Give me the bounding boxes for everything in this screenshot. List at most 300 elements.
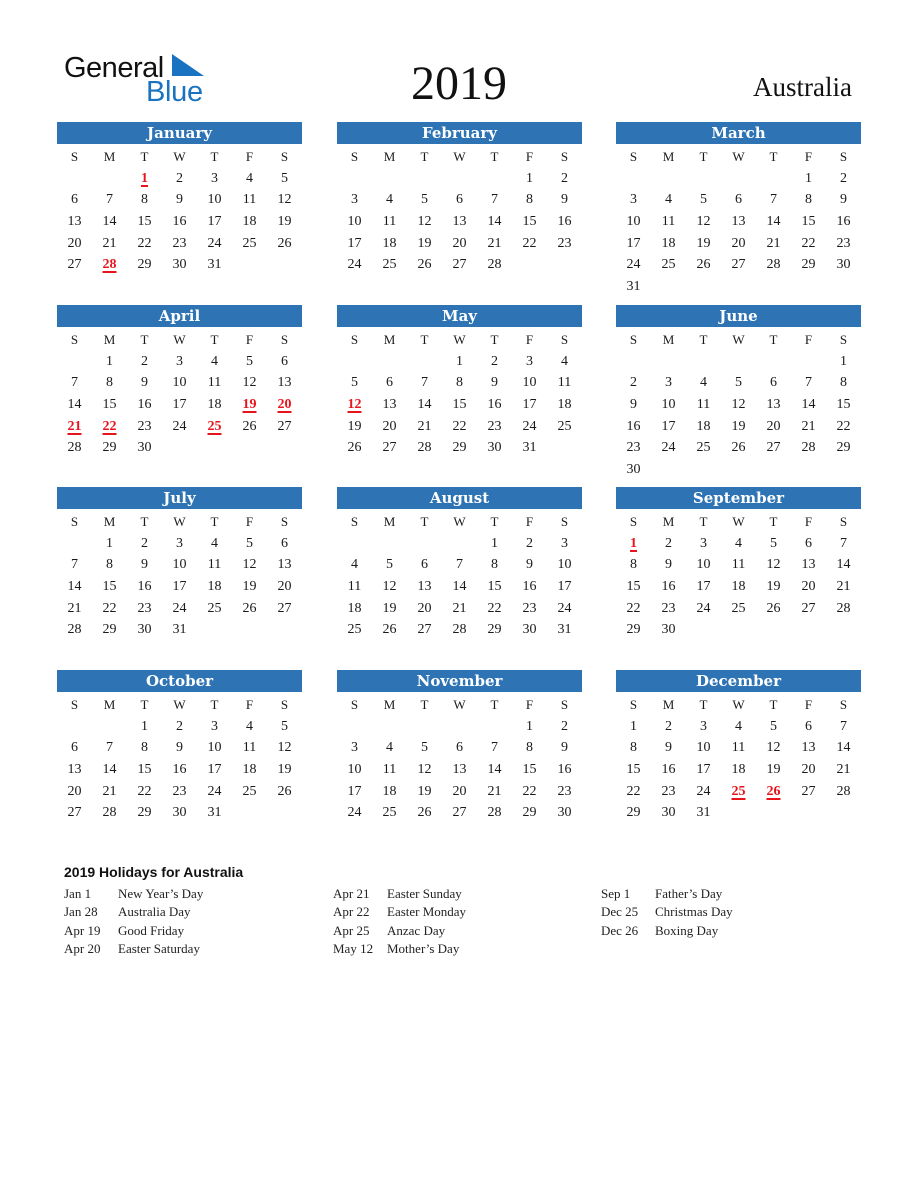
weekday-label: F <box>804 514 813 529</box>
weekday-label: M <box>662 514 675 529</box>
day-cell: 15 <box>137 761 152 777</box>
day-cell: 18 <box>242 213 257 229</box>
month-december <box>616 670 861 824</box>
holiday-name: Boxing Day <box>655 922 719 938</box>
empty-cell <box>756 459 791 481</box>
holiday-day-cell: 20 <box>277 396 292 412</box>
day-cell: 14 <box>67 578 82 594</box>
day-cell: 16 <box>661 578 676 594</box>
day-cell: 8 <box>526 192 533 208</box>
weekday-label: W <box>732 697 745 712</box>
empty-cell <box>407 716 442 738</box>
holidays-column <box>601 885 733 940</box>
weekday-label: T <box>210 697 219 712</box>
month-april <box>57 305 302 459</box>
day-cell: 25 <box>382 805 397 821</box>
day-cell: 9 <box>141 557 148 573</box>
month-header: November <box>337 670 582 692</box>
day-cell: 3 <box>211 170 218 186</box>
day-cell: 12 <box>382 578 397 594</box>
day-cell: 5 <box>246 353 253 369</box>
holiday-item <box>601 922 733 940</box>
day-cell: 29 <box>487 622 502 638</box>
day-cell: 21 <box>67 600 82 616</box>
day-cell: 6 <box>735 192 742 208</box>
day-cell: 21 <box>102 235 117 251</box>
month-october <box>57 670 302 824</box>
day-cell: 23 <box>172 783 187 799</box>
weekday-label: T <box>210 149 219 164</box>
day-cell: 8 <box>630 740 637 756</box>
page-title-year: 2019 <box>411 57 507 110</box>
empty-cell <box>407 351 442 373</box>
day-cell: 12 <box>242 375 257 391</box>
empty-cell <box>92 716 127 738</box>
day-cell: 3 <box>351 192 358 208</box>
day-cell: 27 <box>766 440 781 456</box>
day-cell: 7 <box>106 740 113 756</box>
weekday-label: T <box>769 332 778 347</box>
holiday-day-cell: 22 <box>102 418 117 434</box>
day-cell: 9 <box>141 375 148 391</box>
holiday-item <box>333 903 466 921</box>
day-cell: 20 <box>801 761 816 777</box>
weekday-label: F <box>245 697 254 712</box>
weekday-label: T <box>420 514 429 529</box>
day-cell: 2 <box>561 170 568 186</box>
day-cell: 19 <box>277 213 292 229</box>
day-cell: 17 <box>557 578 572 594</box>
day-cell: 19 <box>382 600 397 616</box>
day-cell: 9 <box>176 192 183 208</box>
day-cell: 12 <box>417 761 432 777</box>
weekday-label: W <box>173 149 186 164</box>
weekday-label: W <box>453 149 466 164</box>
weekday-label: W <box>173 332 186 347</box>
day-cell: 16 <box>557 213 572 229</box>
weekday-label: T <box>699 149 708 164</box>
day-cell: 29 <box>836 440 851 456</box>
day-cell: 23 <box>661 783 676 799</box>
day-cell: 16 <box>522 578 537 594</box>
empty-cell <box>232 619 267 641</box>
day-cell: 2 <box>491 353 498 369</box>
empty-cell <box>162 437 197 459</box>
day-cell: 30 <box>661 622 676 638</box>
day-cell: 11 <box>207 375 222 391</box>
holiday-item <box>64 922 203 940</box>
day-cell: 20 <box>277 578 292 594</box>
day-cell: 11 <box>242 192 257 208</box>
weekday-label: T <box>140 332 149 347</box>
empty-cell <box>372 351 407 373</box>
day-cell: 17 <box>661 418 676 434</box>
month-june <box>616 305 861 481</box>
month-november <box>337 670 582 824</box>
empty-cell <box>791 802 826 824</box>
month-header: March <box>616 122 861 144</box>
day-cell: 26 <box>696 257 711 273</box>
day-cell: 15 <box>626 578 641 594</box>
empty-cell <box>57 716 92 738</box>
day-cell: 6 <box>770 375 777 391</box>
empty-cell <box>57 351 92 373</box>
day-cell: 26 <box>417 257 432 273</box>
day-cell: 2 <box>665 535 672 551</box>
day-cell: 21 <box>836 761 851 777</box>
day-cell: 25 <box>347 622 362 638</box>
day-cell: 28 <box>67 440 82 456</box>
day-cell: 7 <box>840 718 847 734</box>
day-cell: 11 <box>557 375 572 391</box>
day-cell: 25 <box>242 783 257 799</box>
weekday-label: W <box>453 332 466 347</box>
day-cell: 13 <box>731 213 746 229</box>
day-cell: 5 <box>386 557 393 573</box>
day-cell: 30 <box>137 440 152 456</box>
day-cell: 8 <box>106 375 113 391</box>
day-cell: 19 <box>417 783 432 799</box>
day-cell: 24 <box>172 600 187 616</box>
day-cell: 29 <box>626 622 641 638</box>
day-cell: 15 <box>626 761 641 777</box>
day-cell: 13 <box>67 761 82 777</box>
day-cell: 3 <box>700 718 707 734</box>
empty-cell <box>442 168 477 190</box>
month-header: February <box>337 122 582 144</box>
day-cell: 31 <box>172 622 187 638</box>
empty-cell <box>756 351 791 373</box>
day-cell: 13 <box>452 761 467 777</box>
day-cell: 18 <box>382 235 397 251</box>
day-cell: 13 <box>452 213 467 229</box>
day-cell: 23 <box>836 235 851 251</box>
day-cell: 14 <box>102 761 117 777</box>
weekday-label: S <box>839 149 848 164</box>
day-cell: 14 <box>102 213 117 229</box>
day-cell: 4 <box>246 718 253 734</box>
day-cell: 4 <box>735 718 742 734</box>
holiday-name: Christmas Day <box>655 904 733 920</box>
weekday-label: T <box>490 697 499 712</box>
day-cell: 12 <box>277 740 292 756</box>
day-cell: 19 <box>417 235 432 251</box>
day-cell: 4 <box>735 535 742 551</box>
day-cell: 10 <box>172 557 187 573</box>
day-cell: 22 <box>452 418 467 434</box>
day-cell: 28 <box>487 805 502 821</box>
month-header: July <box>57 487 302 509</box>
month-january <box>57 122 302 276</box>
day-cell: 31 <box>557 622 572 638</box>
day-cell: 18 <box>696 418 711 434</box>
day-cell: 7 <box>71 557 78 573</box>
day-cell: 17 <box>207 213 222 229</box>
day-cell: 30 <box>626 461 641 477</box>
day-cell: 7 <box>106 192 113 208</box>
day-cell: 10 <box>661 396 676 412</box>
day-cell: 10 <box>557 557 572 573</box>
empty-cell <box>756 802 791 824</box>
day-cell: 8 <box>630 557 637 573</box>
day-cell: 11 <box>382 761 397 777</box>
empty-cell <box>686 276 721 298</box>
day-cell: 20 <box>452 235 467 251</box>
day-cell: 7 <box>805 375 812 391</box>
day-cell: 11 <box>347 578 362 594</box>
weekday-label: M <box>383 149 396 164</box>
day-cell: 17 <box>696 578 711 594</box>
day-cell: 8 <box>805 192 812 208</box>
empty-cell <box>721 168 756 190</box>
day-cell: 6 <box>805 535 812 551</box>
empty-cell <box>686 459 721 481</box>
empty-cell <box>197 437 232 459</box>
day-cell: 12 <box>696 213 711 229</box>
empty-cell <box>686 619 721 641</box>
day-cell: 27 <box>452 805 467 821</box>
day-cell: 20 <box>452 783 467 799</box>
day-cell: 5 <box>281 718 288 734</box>
day-cell: 9 <box>561 192 568 208</box>
weekday-label: M <box>383 514 396 529</box>
weekday-label: T <box>490 149 499 164</box>
day-cell: 6 <box>386 375 393 391</box>
day-cell: 29 <box>102 440 117 456</box>
empty-cell <box>337 716 372 738</box>
empty-cell <box>791 459 826 481</box>
day-cell: 10 <box>207 740 222 756</box>
day-cell: 1 <box>526 718 533 734</box>
day-cell: 29 <box>137 257 152 273</box>
empty-cell <box>337 168 372 190</box>
day-cell: 25 <box>242 235 257 251</box>
day-cell: 14 <box>836 740 851 756</box>
weekday-label: M <box>383 697 396 712</box>
day-cell: 1 <box>805 170 812 186</box>
day-cell: 18 <box>661 235 676 251</box>
day-cell: 1 <box>106 353 113 369</box>
day-cell: 10 <box>347 761 362 777</box>
holiday-day-cell: 1 <box>630 535 637 551</box>
day-cell: 24 <box>207 235 222 251</box>
day-cell: 11 <box>382 213 397 229</box>
weekday-label: S <box>839 514 848 529</box>
weekday-label: S <box>280 697 289 712</box>
day-cell: 4 <box>211 353 218 369</box>
holiday-date: Dec 26 <box>601 922 639 938</box>
weekday-label: F <box>804 697 813 712</box>
day-cell: 9 <box>491 375 498 391</box>
weekday-label: T <box>769 697 778 712</box>
day-cell: 27 <box>801 600 816 616</box>
holiday-item <box>333 885 466 903</box>
day-cell: 28 <box>102 805 117 821</box>
day-cell: 15 <box>522 761 537 777</box>
day-cell: 3 <box>526 353 533 369</box>
month-august <box>337 487 582 641</box>
logo-general-text: General <box>64 52 164 84</box>
weekday-label: T <box>769 149 778 164</box>
day-cell: 25 <box>382 257 397 273</box>
month-september <box>616 487 861 641</box>
holiday-item <box>64 885 203 903</box>
weekday-label: T <box>420 332 429 347</box>
day-cell: 12 <box>766 557 781 573</box>
day-cell: 5 <box>281 170 288 186</box>
day-cell: 31 <box>696 805 711 821</box>
day-cell: 13 <box>67 213 82 229</box>
empty-cell <box>721 351 756 373</box>
day-cell: 15 <box>102 396 117 412</box>
empty-cell <box>547 254 582 276</box>
holiday-date: Dec 25 <box>601 904 639 920</box>
day-cell: 26 <box>382 622 397 638</box>
empty-cell <box>197 619 232 641</box>
day-cell: 13 <box>801 557 816 573</box>
day-cell: 29 <box>102 622 117 638</box>
empty-cell <box>442 533 477 555</box>
day-cell: 28 <box>766 257 781 273</box>
day-cell: 7 <box>491 192 498 208</box>
holidays-column <box>64 885 203 958</box>
day-cell: 28 <box>417 440 432 456</box>
weekday-label: M <box>103 514 116 529</box>
day-cell: 10 <box>696 740 711 756</box>
day-cell: 24 <box>696 600 711 616</box>
day-cell: 23 <box>626 440 641 456</box>
day-cell: 3 <box>561 535 568 551</box>
day-cell: 8 <box>456 375 463 391</box>
day-cell: 16 <box>137 396 152 412</box>
weekday-label: M <box>662 149 675 164</box>
day-cell: 1 <box>630 718 637 734</box>
day-cell: 15 <box>487 578 502 594</box>
day-cell: 2 <box>630 375 637 391</box>
empty-cell <box>267 254 302 276</box>
day-cell: 30 <box>172 257 187 273</box>
holiday-day-cell: 25 <box>731 783 746 799</box>
day-cell: 3 <box>630 192 637 208</box>
day-cell: 18 <box>731 761 746 777</box>
empty-cell <box>791 276 826 298</box>
day-cell: 12 <box>766 740 781 756</box>
day-cell: 24 <box>172 418 187 434</box>
empty-cell <box>756 168 791 190</box>
day-cell: 15 <box>102 578 117 594</box>
day-cell: 10 <box>347 213 362 229</box>
day-cell: 10 <box>696 557 711 573</box>
empty-cell <box>512 254 547 276</box>
day-cell: 9 <box>526 557 533 573</box>
day-cell: 22 <box>137 235 152 251</box>
day-cell: 31 <box>207 257 222 273</box>
day-cell: 9 <box>665 740 672 756</box>
day-cell: 9 <box>840 192 847 208</box>
day-cell: 18 <box>557 396 572 412</box>
day-cell: 11 <box>731 740 746 756</box>
weekday-label: S <box>629 514 638 529</box>
day-cell: 4 <box>211 535 218 551</box>
day-cell: 7 <box>71 375 78 391</box>
weekday-label: F <box>525 514 534 529</box>
weekday-label: T <box>699 697 708 712</box>
day-cell: 13 <box>277 375 292 391</box>
day-cell: 20 <box>417 600 432 616</box>
weekday-label: W <box>453 697 466 712</box>
day-cell: 18 <box>347 600 362 616</box>
holiday-name: Easter Sunday <box>387 886 462 901</box>
day-cell: 17 <box>696 761 711 777</box>
weekday-label: S <box>629 149 638 164</box>
weekday-label: S <box>70 514 79 529</box>
day-cell: 31 <box>522 440 537 456</box>
month-header: August <box>337 487 582 509</box>
day-cell: 23 <box>661 600 676 616</box>
month-header: January <box>57 122 302 144</box>
holiday-name: Good Friday <box>118 922 185 938</box>
weekday-label: S <box>560 697 569 712</box>
day-cell: 7 <box>421 375 428 391</box>
day-cell: 6 <box>456 192 463 208</box>
empty-cell <box>267 619 302 641</box>
holidays-title: 2019 Holidays for Australia <box>64 864 244 880</box>
day-cell: 19 <box>347 418 362 434</box>
day-cell: 16 <box>172 761 187 777</box>
day-cell: 22 <box>137 783 152 799</box>
day-cell: 18 <box>207 578 222 594</box>
day-cell: 1 <box>526 170 533 186</box>
holiday-day-cell: 28 <box>102 257 117 273</box>
empty-cell <box>477 168 512 190</box>
day-cell: 17 <box>347 235 362 251</box>
holiday-item <box>333 940 466 958</box>
day-cell: 6 <box>805 718 812 734</box>
day-cell: 28 <box>836 783 851 799</box>
day-cell: 31 <box>207 805 222 821</box>
weekday-label: S <box>70 697 79 712</box>
day-cell: 4 <box>561 353 568 369</box>
day-cell: 5 <box>700 192 707 208</box>
empty-cell <box>651 168 686 190</box>
day-cell: 21 <box>487 235 502 251</box>
empty-cell <box>826 276 861 298</box>
weekday-label: F <box>525 332 534 347</box>
holiday-name: Australia Day <box>118 904 191 920</box>
month-header: October <box>57 670 302 692</box>
day-cell: 8 <box>141 192 148 208</box>
weekday-label: S <box>280 149 289 164</box>
empty-cell <box>756 276 791 298</box>
empty-cell <box>57 168 92 190</box>
day-cell: 20 <box>67 235 82 251</box>
holiday-day-cell: 21 <box>67 418 82 434</box>
day-cell: 13 <box>382 396 397 412</box>
day-cell: 26 <box>766 600 781 616</box>
day-cell: 31 <box>626 278 641 294</box>
weekday-label: T <box>490 514 499 529</box>
holiday-date: May 12 <box>333 940 374 956</box>
day-cell: 11 <box>696 396 711 412</box>
holiday-date: Apr 20 <box>64 940 101 956</box>
holiday-day-cell: 1 <box>141 170 148 186</box>
day-cell: 27 <box>731 257 746 273</box>
holiday-item <box>64 940 203 958</box>
day-cell: 4 <box>351 557 358 573</box>
day-cell: 27 <box>382 440 397 456</box>
day-cell: 9 <box>176 740 183 756</box>
day-cell: 2 <box>526 535 533 551</box>
